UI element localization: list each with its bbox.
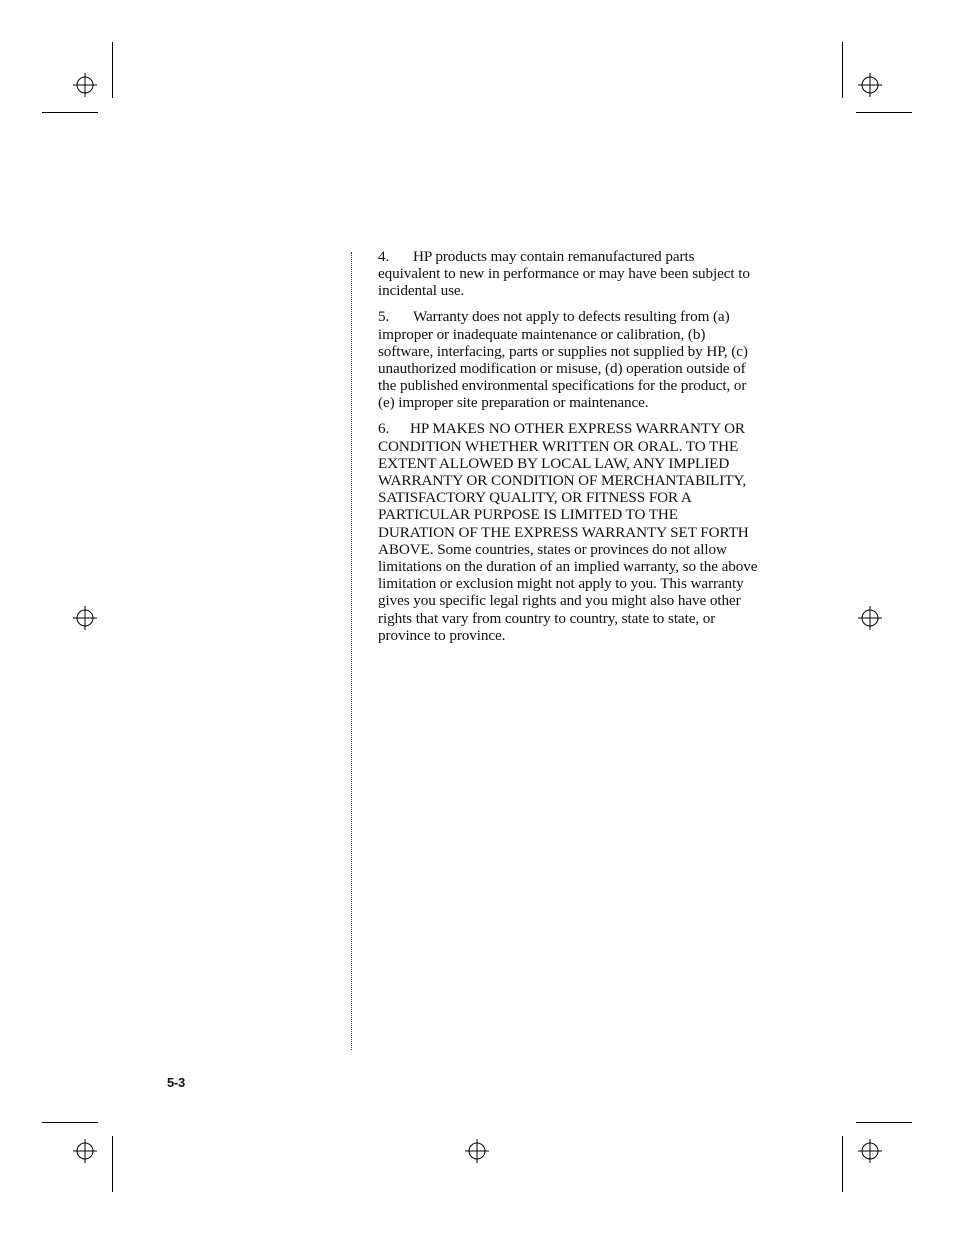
registration-mark-icon [73, 1139, 97, 1163]
warranty-text-column [378, 248, 758, 653]
registration-mark-icon [465, 1139, 489, 1163]
registration-mark-icon [73, 73, 97, 97]
item-text: HP MAKES NO OTHER EXPRESS WARRANTY OR CONDITION WHETHER WRITTEN OR ORAL. TO THE EXTENT ALLOWED BY LOCAL LAW, ANY IMPLIED WARRANTY OR CONDITION OF MERCHANTABILITY, SATISFACTORY QUALITY, OR FITNESS FOR A PARTICULAR PURPOSE IS LIMITED TO THE DURATION OF THE EXPRESS WARRANTY SET FORTH ABOVE. Some countries, states or provinces do not allow limitations on the duration of an implied warranty, so the above limitation or exclusion might not apply to you. This warranty gives you specific legal rights and you might also have other rights that vary from country to country, state to state, or province to province. [378, 420, 758, 644]
item-text: Warranty does not apply to defects resulting from (a) improper or inadequate maintenance or calibration, (b) software, interfacing, parts or supplies not supplied by HP, (c) unauthorized modification or misuse, (d) operation outside of the published environmental specifications for the product, or (e) improper site preparation or maintenance. [378, 308, 748, 412]
crop-mark [856, 112, 912, 113]
registration-mark-icon [858, 73, 882, 97]
crop-mark [842, 1136, 843, 1192]
page-number: 5-3 [167, 1075, 185, 1090]
crop-mark [842, 42, 843, 98]
item-number: 4. [378, 248, 390, 265]
registration-mark-icon [73, 606, 97, 630]
item-text: HP products may contain remanufactured parts equivalent to new in performance or may have been subject to incidental use. [378, 248, 750, 300]
registration-mark-icon [858, 1139, 882, 1163]
crop-mark [42, 112, 98, 113]
crop-mark [112, 1136, 113, 1192]
crop-mark [112, 42, 113, 98]
item-number: 6. [378, 420, 390, 438]
item-number: 5. [378, 308, 390, 326]
registration-mark-icon [858, 606, 882, 630]
warranty-item-5 [378, 308, 758, 411]
dotted-column-rule [351, 252, 352, 1050]
warranty-item-6 [378, 420, 758, 644]
warranty-item-4 [378, 248, 758, 300]
crop-mark [856, 1122, 912, 1123]
crop-mark [42, 1122, 98, 1123]
